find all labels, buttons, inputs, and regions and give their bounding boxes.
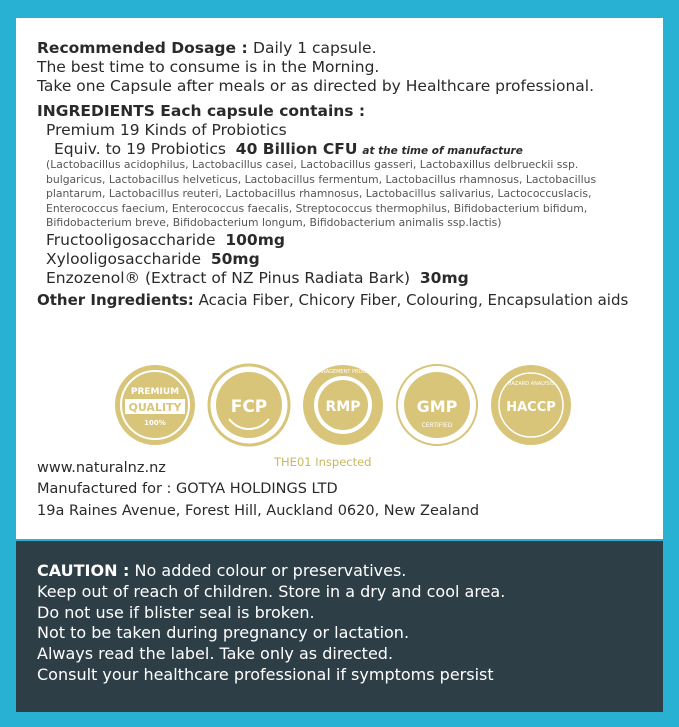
label-panel (16, 18, 663, 539)
strain-line: bulgaricus, Lactobacillus helveticus, Lactobacillus fermentum, Lactobacillus rhamnosus, Lactobacillus (46, 172, 597, 186)
other-ingredients (37, 291, 657, 309)
company-info (37, 458, 657, 522)
fcp-seal-icon (207, 363, 291, 447)
strain-line: (Lactobacillus acidophilus, Lactobacillus casei, Lactobacillus gasseri, Lactobaxillus delbrueckii ssp. (46, 158, 579, 172)
haccp-text: HACCP (506, 400, 556, 415)
premium-top-text: PREMIUM (130, 387, 180, 397)
fcp-text: FCP (230, 397, 268, 417)
website-text: www.naturalnz.nz (37, 460, 166, 476)
dosage-time: The best time to consume is in the Morning. (37, 57, 380, 76)
label-content (37, 39, 657, 310)
ingredient-amount: 50mg (210, 249, 260, 268)
rmp-text: RMP (325, 399, 361, 415)
caution-line: Consult your healthcare professional if symptoms persist (37, 664, 494, 684)
caution-first-line (37, 561, 657, 582)
ingredient-name: Enzozenol® (Extract of NZ Pinus Radiata Bark) (46, 268, 411, 287)
ingredient-amount: 100mg (225, 230, 285, 249)
caution-panel (16, 541, 663, 712)
other-ingredients-value: Acacia Fiber, Chicory Fiber, Colouring, Encapsulation aids (198, 291, 629, 310)
certification-badges (113, 363, 573, 453)
gmp-seal-icon (395, 363, 479, 447)
premium-bot-text: 100% (144, 419, 166, 427)
probiotics-title: Premium 19 Kinds of Probiotics (46, 120, 287, 139)
probiotics-equiv (37, 140, 657, 159)
ingredient-item (37, 269, 657, 288)
premium-quality-seal-icon (113, 363, 197, 447)
strain-line: Bifidobacterium breve, Bifidobacterium longum, Bifidobacterium animalis ssp.lactis) (46, 216, 502, 230)
dosage-instructions: Take one Capsule after meals or as directed by Healthcare professional. (37, 76, 595, 95)
dosage-value: Daily 1 capsule. (253, 39, 377, 57)
haccp-seal-icon (489, 363, 573, 447)
caution-label: CAUTION : (37, 561, 130, 580)
dosage-sep: : (236, 39, 254, 57)
gmp-ring-text: CERTIFIED (421, 422, 453, 429)
dosage-label: Recommended Dosage (37, 39, 237, 57)
manufactured-for: Manufactured for : GOTYA HOLDINGS LTD (37, 481, 338, 498)
gmp-text: GMP (416, 397, 458, 416)
strains-list (37, 158, 657, 230)
strain-line: Enterococcus faecium, Enterococcus faecalis, Streptococcus thermophilus, Bifidobacterium bifidum, (46, 201, 588, 215)
cfu-note: at the time of manufacture (362, 144, 523, 157)
ingredient-name: Xylooligosaccharide (46, 249, 201, 268)
premium-mid-text: QUALITY (128, 401, 182, 414)
caution-first: No added colour or preservatives. (134, 561, 407, 580)
ingredient-amount: 30mg (419, 268, 469, 287)
caution-line: Always read the label. Take only as directed. (37, 644, 394, 664)
dosage-line (37, 39, 657, 58)
cfu-value: 40 Billion CFU (235, 139, 358, 158)
caution-line: Keep out of reach of children. Store in a dry and cool area. (37, 581, 506, 601)
rmp-ring-text: RISK MANAGEMENT PROGRAMME (301, 369, 385, 375)
caution-line: Not to be taken during pregnancy or lactation. (37, 623, 410, 643)
haccp-ring-text: HAZARD ANALYSIS (507, 381, 555, 387)
strain-line: plantarum, Lactobacillus reuteri, Lactobacillus rhamnosus, Lactobacillus salivarius, Lactococcuslacis, (46, 187, 592, 201)
rmp-seal-icon (301, 363, 385, 447)
equiv-prefix: Equiv. to 19 Probiotics (54, 139, 226, 158)
inspected-label: THE01 Inspected (274, 455, 372, 469)
ingredient-name: Fructooligosaccharide (46, 230, 216, 249)
ingredient-item (37, 231, 657, 250)
other-ingredients-label: Other Ingredients: (37, 291, 194, 310)
ingredients-heading: INGREDIENTS Each capsule contains : (37, 101, 366, 120)
ingredient-item (37, 250, 657, 269)
address: 19a Raines Avenue, Forest Hill, Auckland 0620, New Zealand (37, 502, 480, 519)
caution-content (37, 561, 657, 686)
caution-line: Do not use if blister seal is broken. (37, 602, 315, 622)
